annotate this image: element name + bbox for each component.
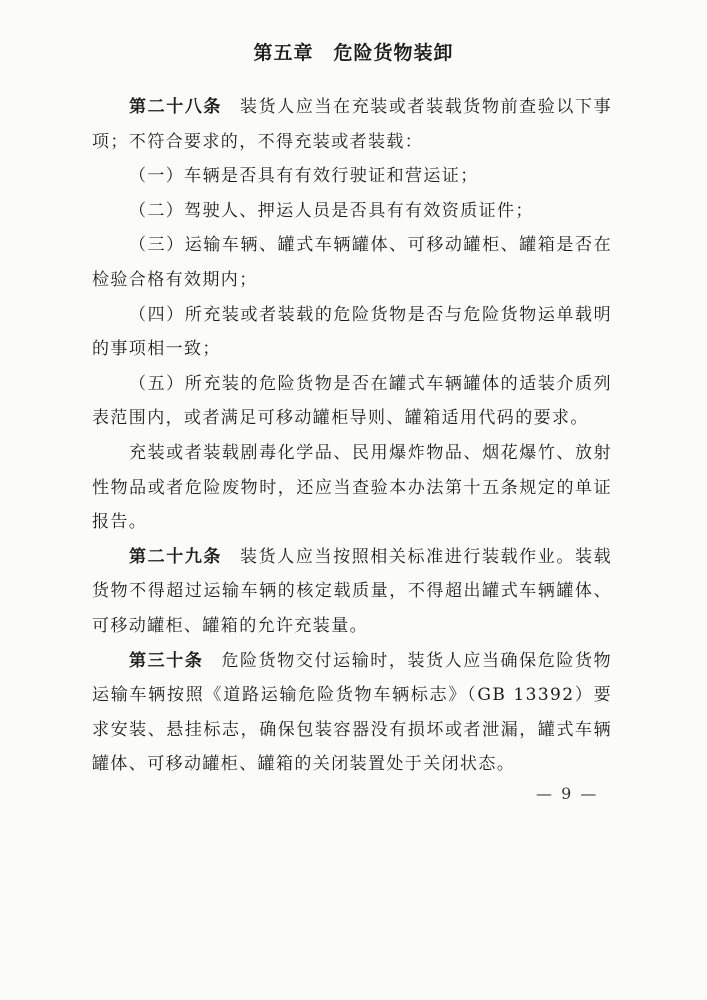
chapter-title: 第五章 危险货物装卸 [253, 42, 454, 64]
article-text: 危险货物交付运输时，装货人应当确保危险货物运输车辆按照《道路运输危险货物车辆标志》（GB 13392）要求安装、悬挂标志，确保包装容器没有损坏或者泄漏，罐式车辆罐体、可移动罐柜、罐箱的关闭装置处于关闭状态。 [92, 650, 612, 775]
article-label: 第二十九条 [129, 546, 223, 567]
document-body [92, 90, 612, 782]
list-item: （一）车辆是否具有有效行驶证和营运证； [129, 166, 479, 187]
list-item: （四）所充装或者装载的危险货物是否与危险货物运单载明的事项相一致； [92, 304, 612, 360]
article-30 [92, 644, 612, 782]
list-item: （三）运输车辆、罐式车辆罐体、可移动罐柜、罐箱是否在检验合格有效期内； [92, 235, 612, 290]
list-item: （二）驾驶人、押运人员是否具有有效资质证件； [129, 200, 534, 221]
article-label: 第三十条 [129, 650, 204, 671]
article-text: 装货人应当按照相关标准进行装载作业。装载货物不得超过运输车辆的核定载质量，不得超出罐式车辆罐体、可移动罐柜、罐箱的允许充装量。 [92, 546, 613, 636]
article-28-intro [92, 90, 612, 159]
article-29 [92, 540, 612, 644]
article-28-closing: 充装或者装载剧毒化学品、民用爆炸物品、烟花爆竹、放射性物品或者危险废物时，还应当查验本办法第十五条规定的单证报告。 [92, 442, 612, 533]
page-number: — 9 — [536, 784, 599, 803]
list-item: （五）所充装的危险货物是否在罐式车辆罐体的适装介质列表范围内，或者满足可移动罐柜导则、罐箱适用代码的要求。 [92, 373, 612, 429]
article-text: 装货人应当在充装或者装载货物前查验以下事项；不符合要求的，不得充装或者装载： [92, 97, 613, 152]
article-label: 第二十八条 [129, 97, 223, 117]
